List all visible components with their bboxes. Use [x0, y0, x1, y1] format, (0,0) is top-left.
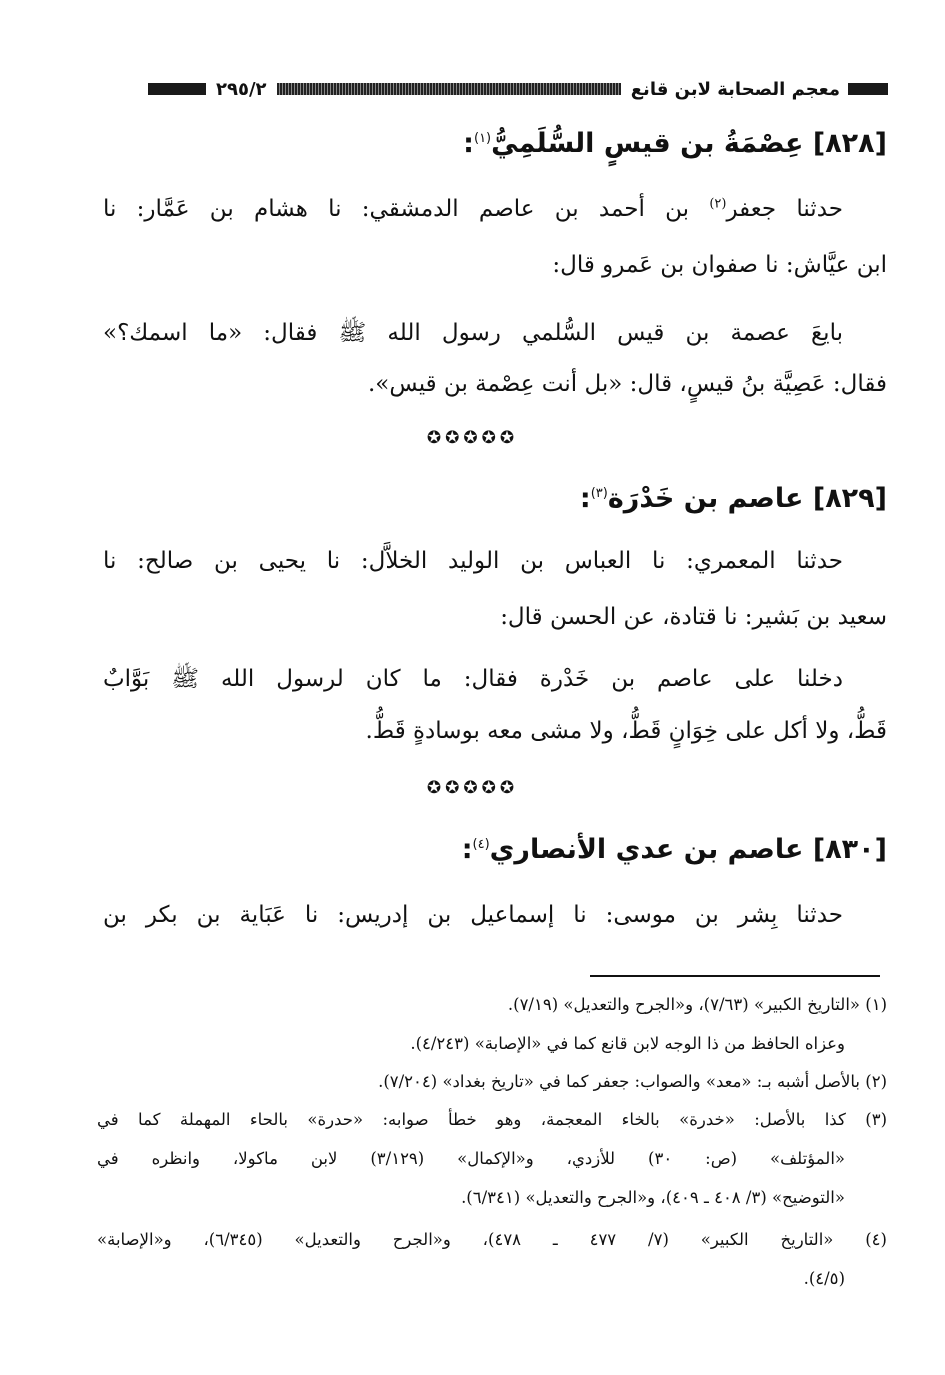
- colon: :: [461, 834, 473, 865]
- colon: :: [579, 483, 591, 514]
- entry-title: [٨٢٨] عِصْمَةُ بن قيسٍ السُّلَمِيُّ: [491, 128, 887, 159]
- footnote-ref: (٣): [590, 486, 608, 501]
- footnote-ref: (١): [473, 131, 492, 146]
- header-ornament-left: [148, 83, 206, 95]
- section-separator: ✪✪✪✪✪: [426, 778, 519, 798]
- footnote-separator-rule: [590, 975, 880, 977]
- section-separator: ✪✪✪✪✪: [426, 428, 519, 448]
- footnote-line: وعزاه الحافظ من ذا الوجه لابن قانع كما في «الإصابة» (٤/٢٤٣).: [410, 1034, 845, 1053]
- body-line: دخلنا على عاصم بن خَدْرة فقال: ما كان لرسول الله ﷺ بَوَّابٌ: [103, 666, 843, 692]
- body-line: حدثنا بِشر بن موسى: نا إسماعيل بن إدريس: نا عَبَاية بن بكر بن: [103, 902, 843, 928]
- header-ornament-middle: [277, 83, 621, 95]
- header-book-title: معجم الصحابة لابن قانع: [630, 78, 840, 100]
- footnote-ref: (٤): [472, 837, 490, 852]
- body-line: فقال: عَصِيَّة بنُ قيسٍ، قال: «بل أنت عِصْمة بن قيس».: [367, 371, 887, 397]
- body-line: ابن عيَّاش: نا صفوان بن عَمرو قال:: [552, 252, 887, 278]
- entry-title: [٨٢٩] عاصم بن خَدْرَة: [607, 483, 887, 514]
- body-line: حدثنا المعمري: نا العباس بن الوليد الخلاَّل: نا يحيى بن صالح: نا: [103, 548, 843, 574]
- header-ornament-right: [848, 83, 888, 95]
- colon: :: [463, 128, 474, 159]
- body-line: [103, 196, 843, 222]
- header-page-number: ٢٩٥/٢: [216, 78, 267, 100]
- text-run: حدثنا جعفر: [726, 196, 843, 222]
- footnote-line: (٣) كذا بالأصل: «خدرة» بالخاء المعجمة، وهو خطأ صوابه: «حدرة» بالحاء المهملة كما في: [97, 1110, 887, 1129]
- body-line: بايعَ عصمة بن قيس السُّلمي رسول الله ﷺ فقال: «ما اسمك؟»: [103, 320, 843, 346]
- entry-heading-828: [463, 128, 887, 159]
- footnote-line: «التوضيح» (٣/ ٤٠٨ ـ ٤٠٩)، و«الجرح والتعديل» (٦/٣٤١).: [461, 1188, 845, 1207]
- running-header: [148, 76, 888, 102]
- entry-heading-829: [580, 483, 887, 514]
- entry-title: [٨٣٠] عاصم بن عدي الأنصاري: [489, 834, 887, 865]
- footnote-line: (٤) «التاريخ الكبير» (٧/ ٤٧٧ ـ ٤٧٨)، و«الجرح والتعديل» (٦/٣٤٥)، و«الإصابة»: [97, 1230, 887, 1249]
- body-line: سعيد بن بَشير: نا قتادة، عن الحسن قال:: [500, 604, 887, 630]
- footnote-line: (٢) بالأصل أشبه بـ: «معد» والصواب: جعفر كما في «تاريخ بغداد» (٧/٢٠٤).: [378, 1072, 887, 1091]
- body-line: قَطُّ، ولا أكل على خِوَانٍ قَطُّ، ولا مشى معه بوسادةٍ قَطُّ.: [365, 718, 887, 744]
- text-run: بن أحمد بن عاصم الدمشقي: نا هشام بن عَمَّار: نا: [103, 196, 710, 222]
- footnote-line: (٤/٥).: [803, 1269, 845, 1288]
- footnote-ref: (٢): [709, 196, 727, 212]
- footnote-line: «المؤتلف» (ص: ٣٠) للأزدي، و«الإكمال» (٣/١٢٩) لابن ماكولا، وانظره في: [97, 1149, 846, 1168]
- entry-heading-830: [462, 834, 887, 865]
- footnote-line: (١) «التاريخ الكبير» (٧/٦٣)، و«الجرح والتعديل» (٧/١٩).: [507, 995, 887, 1014]
